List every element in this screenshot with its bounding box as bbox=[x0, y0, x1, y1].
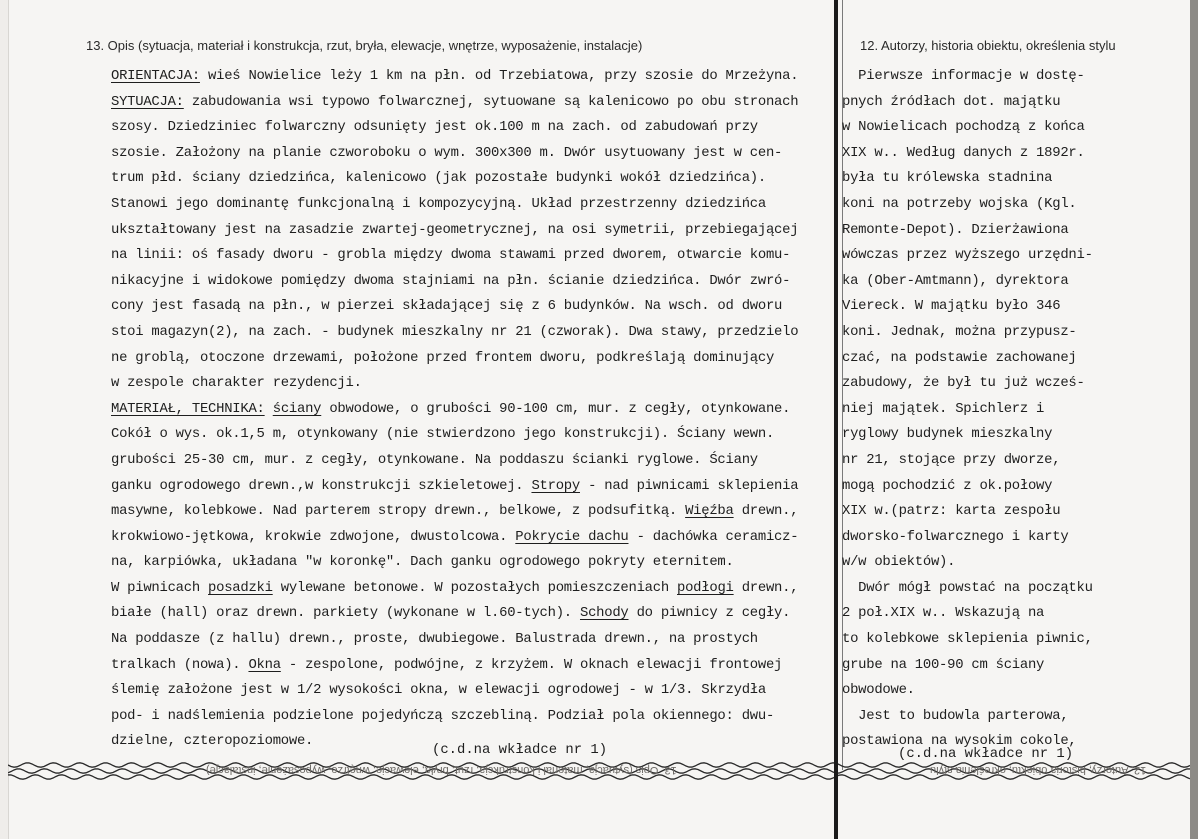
text-line bbox=[111, 627, 798, 653]
text-line bbox=[111, 294, 798, 320]
text-line: koni na potrzeby wojska (Kgl. bbox=[842, 195, 1077, 212]
text-line: ryglowy budynek mieszkalny bbox=[842, 426, 1053, 443]
text-segment: trum płd. ściany dziedzińca, kalenicowo (jak pozostałe budynki wokół dziedzińca). bbox=[111, 170, 766, 187]
text-segment: wieś Nowielice leży 1 km na płn. od Trzebiatowa, przy szosie do Mrzeżyna. bbox=[199, 68, 799, 84]
text-line bbox=[111, 576, 798, 602]
text-segment: ganku ogrodowego drewn.,w konstrukcji szkieletowej. bbox=[111, 477, 532, 494]
history-text bbox=[842, 64, 1093, 755]
text-line: Viereck. W majątku było 346 bbox=[842, 298, 1061, 315]
text-line: mogą pochodzić z ok.połowy bbox=[842, 477, 1053, 494]
text-line: XIX w.(patrz: karta zespołu bbox=[842, 503, 1061, 520]
text-line: koni. Jednak, można przypusz- bbox=[842, 323, 1077, 340]
text-line: Jest to budowla parterowa, bbox=[842, 707, 1069, 724]
text-line: w Nowielicach pochodzą z końca bbox=[842, 119, 1085, 136]
bleed-through-header-left: 13. Opis (sytuacja, materiał i konstrukcja, rzut, bryła, elewacje, wnętrze, wyposażenie, instalacje) bbox=[206, 764, 677, 776]
text-segment: dzielne, czteropoziomowe. bbox=[111, 733, 314, 750]
text-line: Dwór mógł powstać na początku bbox=[842, 579, 1093, 596]
text-line bbox=[111, 141, 798, 167]
text-line bbox=[111, 448, 798, 474]
text-segment: wylewane betonowe. W pozostałych pomieszczeniach bbox=[272, 579, 678, 596]
text-segment: stoi magazyn(2), na zach. - budynek mieszkalny nr 21 (czworak). Dwa stawy, przedzielo bbox=[111, 323, 799, 340]
text-line: niej majątek. Spichlerz i bbox=[842, 400, 1045, 417]
page-edge bbox=[1190, 0, 1198, 839]
text-line: to kolebkowe sklepienia piwnic, bbox=[842, 631, 1093, 648]
text-line: dworsko-folwarcznego i karty bbox=[842, 528, 1069, 545]
section-13-header: 13. Opis (sytuacja, materiał i konstrukcja, rzut, bryła, elewacje, wnętrze, wyposażenie, instalacje) bbox=[86, 38, 643, 53]
text-segment: do piwnicy z cegły. bbox=[628, 605, 791, 622]
text-segment: zabudowania wsi typowo folwarcznej, sytuowane są kalenicowo po obu stronach bbox=[183, 93, 799, 110]
text-segment: na, karpiówka, układana "w koronkę". Dach ganku ogrodowego pokryty eternitem. bbox=[111, 554, 734, 571]
text-segment: tralkach (nowa). bbox=[111, 656, 249, 673]
text-line bbox=[111, 678, 798, 704]
text-line: zabudowy, że był tu już wcześ- bbox=[842, 375, 1085, 392]
underlined-term: SYTUACJA: bbox=[111, 93, 184, 110]
text-segment: masywne, kolebkowe. Nad parterem stropy drewn., belkowe, z podsufitką. bbox=[111, 503, 686, 520]
text-line bbox=[111, 192, 798, 218]
text-line bbox=[111, 499, 798, 525]
text-segment: w zespole charakter rezydencji. bbox=[111, 375, 362, 392]
text-segment: szosy. Dziedziniec folwarczny odsunięty jest ok.100 m na zach. od zabudowań przy bbox=[111, 119, 758, 136]
text-line: ka (Ober-Amtmann), dyrektora bbox=[842, 272, 1069, 289]
text-line bbox=[111, 550, 798, 576]
text-line bbox=[111, 320, 798, 346]
underlined-term: podłogi bbox=[677, 579, 734, 596]
text-line bbox=[111, 269, 798, 295]
text-line bbox=[111, 346, 798, 372]
text-line bbox=[111, 166, 798, 192]
text-segment: Cokół o wys. ok.1,5 m, otynkowany (nie stwierdzono jego konstrukcji). Ściany wewn. bbox=[111, 426, 775, 443]
text-line: obwodowe. bbox=[842, 682, 915, 699]
underlined-term: posadzki bbox=[208, 579, 273, 596]
text-segment: szosie. Założony na planie czworoboku o wym. 300x300 m. Dwór usytuowany jest w cen- bbox=[111, 144, 783, 161]
text-line: postawiona na wysokim cokole, bbox=[842, 733, 1077, 750]
text-line bbox=[111, 371, 798, 397]
text-line: 2 poł.XIX w.. Wskazują na bbox=[842, 605, 1045, 622]
underlined-term: Stropy bbox=[531, 477, 580, 494]
section-12-header: 12. Autorzy, historia obiektu, określenia stylu bbox=[860, 38, 1116, 53]
text-segment: cony jest fasadą na płn., w pierzei składającej się z 6 budynków. Na wsch. od dworu bbox=[111, 298, 783, 315]
text-line: Pierwsze informacje w dostę- bbox=[842, 68, 1085, 84]
text-line bbox=[111, 243, 798, 269]
text-line bbox=[111, 90, 798, 116]
underlined-term: ORIENTACJA: bbox=[111, 68, 200, 84]
continued-note-left: (c.d.na wkładce nr 1) bbox=[432, 742, 608, 758]
underlined-term: Więźba bbox=[685, 503, 734, 520]
text-line bbox=[111, 218, 798, 244]
text-line: XIX w.. Według danych z 1892r. bbox=[842, 144, 1085, 161]
text-line bbox=[111, 601, 798, 627]
text-line bbox=[111, 422, 798, 448]
text-line bbox=[111, 115, 798, 141]
bleed-through-header-right: 12. Autorzy, historia obiektu, określenia stylu bbox=[930, 764, 1147, 776]
text-segment: nikacyjne i widokowe pomiędzy dwoma stajniami na płn. ścianie dziedzińca. Dwór zwró- bbox=[111, 272, 791, 289]
text-segment: - zespolone, podwójne, z krzyżem. W oknach elewacji frontowej bbox=[280, 656, 783, 673]
text-segment: - nad piwnicami sklepienia bbox=[579, 477, 799, 494]
text-line bbox=[111, 525, 798, 551]
text-segment: grubości 25-30 cm, mur. z cegły, otynkowane. Na poddaszu ścianki ryglowe. Ściany bbox=[111, 451, 758, 468]
text-line bbox=[111, 653, 798, 679]
text-segment: krokwiowo-jętkowa, krokwie zdwojone, dwustolcowa. bbox=[111, 528, 516, 545]
underlined-term: Okna bbox=[248, 656, 281, 673]
text-segment: pod- i nadślemienia podzielone pojedyńczą szczebliną. Podział pola okiennego: dwu- bbox=[111, 707, 775, 724]
text-segment: białe (hall) oraz drewn. parkiety (wykonane w l.60-tych). bbox=[111, 605, 580, 622]
text-segment: drewn., bbox=[733, 579, 799, 596]
text-line: czać, na podstawie zachowanej bbox=[842, 349, 1077, 366]
text-segment: ukształtowany jest na zasadzie zwartej-geometrycznej, na osi symetrii, przebiegającej bbox=[111, 221, 799, 238]
underlined-term: ściany bbox=[272, 400, 322, 417]
text-segment: Stanowi jego dominantę funkcjonalną i kompozycyjną. Układ przestrzenny dziedzińca bbox=[111, 195, 766, 212]
underlined-term: Schody bbox=[579, 605, 629, 622]
text-line bbox=[111, 397, 798, 423]
text-line: grube na 100-90 cm ściany bbox=[842, 656, 1045, 673]
text-line bbox=[111, 64, 798, 90]
description-text bbox=[111, 64, 798, 755]
text-segment: na linii: oś fasady dworu - grobla między dwoma stawami przed dworem, otwarcie komu- bbox=[111, 247, 791, 264]
text-line bbox=[111, 704, 798, 730]
underlined-term: Pokrycie dachu bbox=[515, 528, 629, 545]
text-line: Remonte-Depot). Dzierżawiona bbox=[842, 221, 1069, 238]
text-segment: ślemię założone jest w 1/2 wysokości okna, w elewacji ogrodowej - w 1/3. Skrzydła bbox=[111, 682, 766, 699]
column-divider bbox=[834, 0, 838, 839]
text-line bbox=[111, 474, 798, 500]
text-segment bbox=[265, 401, 273, 417]
text-segment: Na poddasze (z hallu) drewn., proste, dwubiegowe. Balustrada drewn., na prostych bbox=[111, 631, 758, 648]
text-segment: obwodowe, o grubości 90-100 cm, mur. z cegły, otynkowane. bbox=[321, 400, 791, 417]
continued-note-right: (c.d.na wkładce nr 1) bbox=[898, 746, 1074, 762]
text-line: nr 21, stojące przy dworze, bbox=[842, 451, 1061, 468]
text-segment: ne groblą, otoczone drzewami, położone przed frontem dworu, podkreślają dominujący bbox=[111, 349, 775, 366]
text-segment: W piwnicach bbox=[111, 579, 209, 596]
text-segment: - dachówka ceramicz- bbox=[628, 528, 799, 545]
text-line: była tu królewska stadnina bbox=[842, 170, 1053, 187]
column-divider-foot bbox=[834, 757, 838, 787]
text-line: pnych źródłach dot. majątku bbox=[842, 93, 1061, 110]
text-line: w/w obiektów). bbox=[842, 554, 956, 571]
underlined-term: MATERIAŁ, TECHNIKA: bbox=[111, 400, 265, 417]
text-segment: drewn., bbox=[733, 503, 799, 520]
text-line: wówczas przez wyższego urzędni- bbox=[842, 247, 1093, 264]
